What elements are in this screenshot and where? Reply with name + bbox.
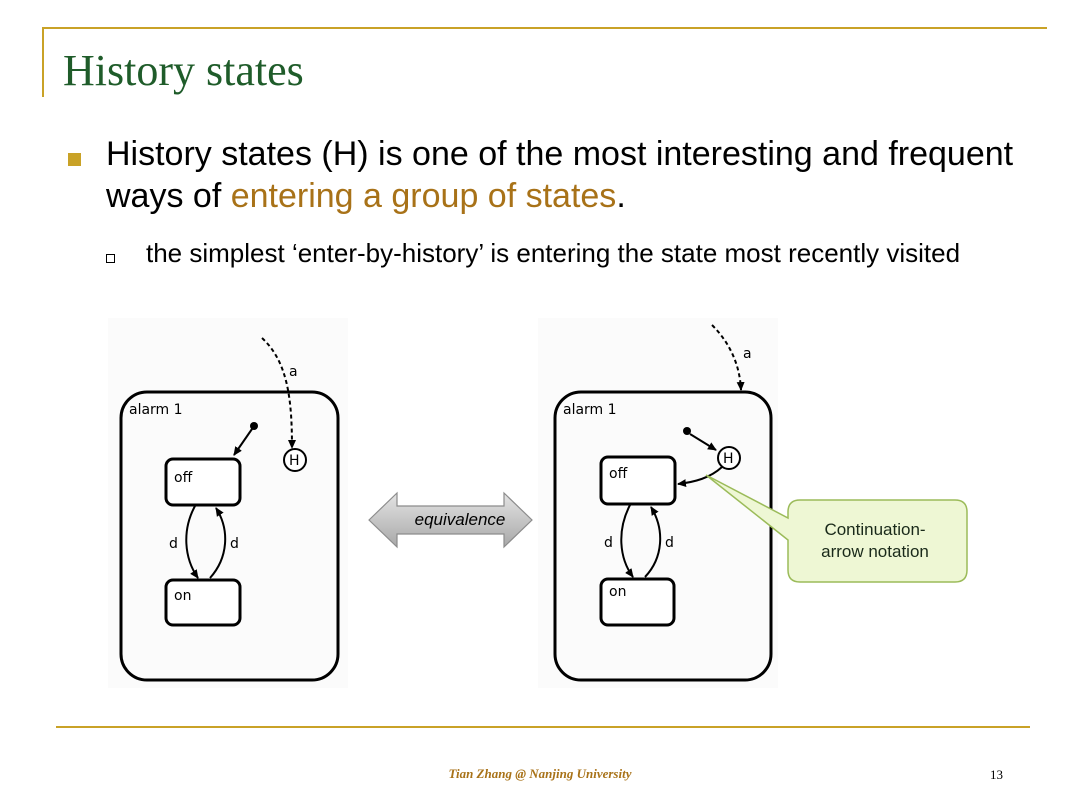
right-transition-on-off xyxy=(645,507,660,577)
left-state-off-label: off xyxy=(174,470,193,486)
callout-line-1: Continuation- xyxy=(824,520,926,539)
left-transition-off-on xyxy=(186,506,198,578)
right-history-label: H xyxy=(723,451,734,467)
bullet-main-highlight: entering a group of states xyxy=(230,177,617,215)
bullet-main-end: . xyxy=(616,177,626,215)
page-number: 13 xyxy=(990,767,1003,782)
bullet-main-text: History states (H) is one of the most interesting and frequent ways of xyxy=(106,135,1014,215)
left-default-arrow xyxy=(234,429,252,455)
right-default-arrow xyxy=(690,434,716,450)
left-history-label: H xyxy=(289,453,300,469)
left-statechart xyxy=(121,338,338,680)
right-transition-off-on xyxy=(621,505,633,577)
right-state-off-label: off xyxy=(609,466,628,482)
callout-line-2: arrow notation xyxy=(821,542,929,561)
left-event-d-2: d xyxy=(230,536,239,552)
right-event-a: a xyxy=(743,346,752,362)
left-event-a: a xyxy=(289,364,298,380)
right-alarm-container xyxy=(555,392,771,680)
left-event-d-1: d xyxy=(169,536,178,552)
left-transition-on-off xyxy=(210,508,225,578)
right-container-label: alarm 1 xyxy=(563,402,617,418)
left-state-on-label: on xyxy=(174,588,192,604)
slide-title: History states xyxy=(63,46,304,95)
right-state-on-label: on xyxy=(609,584,627,600)
callout-text xyxy=(790,519,960,563)
footer-rule xyxy=(56,726,1030,728)
bullet-sub: the simplest ‘enter-by-history’ is entering the state most recently visited xyxy=(146,238,961,268)
right-initial-dot xyxy=(683,427,691,435)
left-container-label: alarm 1 xyxy=(129,402,183,418)
equivalence-label: equivalence xyxy=(414,510,506,529)
right-event-d-2: d xyxy=(665,535,674,551)
right-entry-arrow xyxy=(712,325,741,390)
right-event-d-1: d xyxy=(604,535,613,551)
right-statechart xyxy=(555,325,771,680)
footer-author: Tian Zhang @ Nanjing University xyxy=(448,766,632,781)
